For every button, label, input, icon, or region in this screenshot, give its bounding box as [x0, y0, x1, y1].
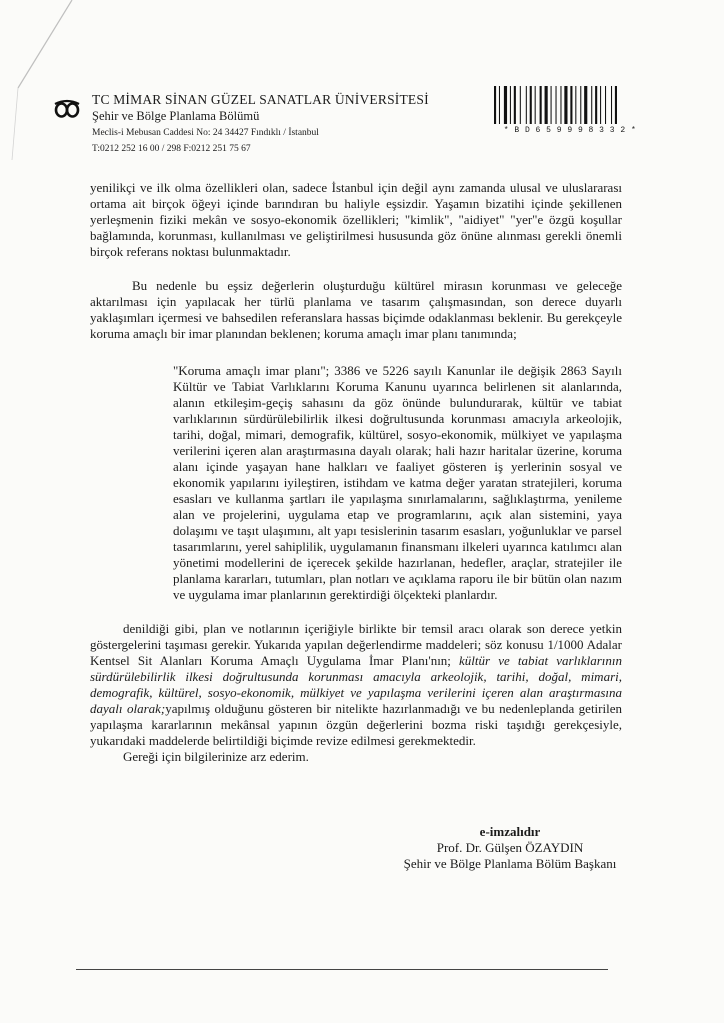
signatory-title: Şehir ve Bölge Planlama Bölüm Başkanı [403, 856, 617, 871]
closing-line: Gereği için bilgilerinize arz ederim. [123, 749, 309, 764]
paragraph-4-start: denildiği gibi, plan ve notlarının içeriğiyle birlikte bir temsil aracı olarak son derece yetkin göstergelerini taşıması gerekir. Yukarıda yapılan değerlendirme maddeleri; söz konusu 1/1000 Adalar Kentsel Sit Alanları Koruma Amaçlı Uygulama İmar Planı'nın; [90, 621, 622, 668]
letter-body [90, 180, 622, 765]
department-name: Şehir ve Bölge Planlama Bölümü [92, 108, 260, 123]
university-logo-icon [54, 99, 80, 119]
phone-fax: T:0212 252 16 00 / 298 F:0212 251 75 67 [92, 144, 251, 155]
signature-block [360, 824, 660, 872]
plan-definition-quote: "Koruma amaçlı imar planı"; 3386 ve 5226 sayılı Kanunlar ile değişik 2863 Sayılı Kültür ve Tabiat Varlıklarını Koruma Kanunu uyarınca belirlenen sit alanlarında, alanın etkileşim-geçiş sahasını da göz önünde bulundurarak, kültür ve tabiat varlıklarının sürdürülebilirlik ilkesi doğrultusunda korunması amacıyla arkeolojik, tarihi, doğal, mimari, demografik, kültürel, sosyo-ekonomik, mülkiyet ve yapılaşma verilerini içeren alan araştırmasına dayalı olarak; hali hazır haritalar üzerine, koruma alanı içinde yaşayan hane halkları ve faaliyet gösteren iş yerlerinin sosyal ve ekonomik yapılarını iyileştiren, istihdam ve katma değer yaratan stratejileri, koruma esasları ve kullanma şartları ile yapılaşma sınırlamalarını, sağlıklaştırma, yenileme alan ve projelerini, uygulama etap ve programlarını, açık alan sistemini, yaya dolaşımı ve taşıt ulaşımını, alt yapı tesislerinin tasarım esasları, yoğunluklar ve parsel tasarımlarını, yerel sahiplilik, uygulamanın finansmanı ilkeleri uyarınca katılımcı alan yönetimi modellerini de içerecek şekilde hazırlanan, hedefler, araçlar, stratejiler ile planlama kararları, tutumları, plan notları ve açıklama raporu ile bir bütün olan nazım ve uygulama imar planlarının gerektirdiği ölçekteki planlardır. [173, 363, 622, 602]
paragraph-4 [90, 621, 622, 749]
barcode-icon [494, 86, 644, 124]
address: Meclis-i Mebusan Caddesi No: 24 34427 Fındıklı / İstanbul [92, 127, 319, 138]
e-signature-status: e-imzalıdır [479, 824, 541, 839]
barcode-number: * B D 6 5 9 9 9 8 3 3 2 * [503, 126, 637, 135]
university-name: TC MİMAR SİNAN GÜZEL SANATLAR ÜNİVERSİTESİ [92, 92, 429, 107]
paragraph-2: Bu nedenle bu eşsiz değerlerin oluşturduğu kültürel mirasın korunması ve geleceğe aktarılması için yapılacak her türlü planlama ve tasarım çalışmasından, son derece duyarlı yaklaşımları içermesi ve bahsedilen referanslara hassas biçimde odaklanması beklenir. Bu gerekçeyle koruma amaçlı bir imar planından beklenen; koruma amaçlı imar planı tanımında; [90, 278, 622, 341]
paragraph-4-italic: kültür ve tabiat varlıklarının sürdürülebilirlik ilkesi doğrultusunda korunması amacıyla arkeolojik, tarihi, doğal, mimari, demografik, kültürel, sosyo-ekonomik, mülkiyet ve yapılaşma verilerini içeren alan araştırmasına dayalı olarak; [90, 653, 622, 716]
letterhead [92, 92, 429, 156]
signatory-name: Prof. Dr. Gülşen ÖZAYDIN [436, 840, 584, 855]
footer-divider [76, 969, 608, 970]
paragraph-1: yenilikçi ve ilk olma özellikleri olan, sadece İstanbul için değil aynı zamanda ulusal ve uluslararası ortama ait birçok öğeyi içinde barındıran bu haliyle eşsizdir. Yaşamın bizatihi içinde şekillenen yerleşmenin fiziki mekân ve sosyo-ekonomik özellikleri; "kimlik", "aidiyet" "yer"e özgü koşullar bağlamında, korunması, kullanılması ve geliştirilmesi hususunda göz önüne alınması gerekli önemli birçok referans noktası bulunmaktadır. [90, 180, 622, 259]
paragraph-4-end: yapılmış olduğunu gösteren bir nitelikte hazırlanmadığı ve bu nedenleplanda getirilen yapılaşma kararlarının mekânsal yapının özgün değerlerini bozma riski taşıdığı gerekçesiyle, yukarıdaki maddelerde belirtildiği biçimde revize edilmesi gerekmektedir. [90, 701, 622, 748]
